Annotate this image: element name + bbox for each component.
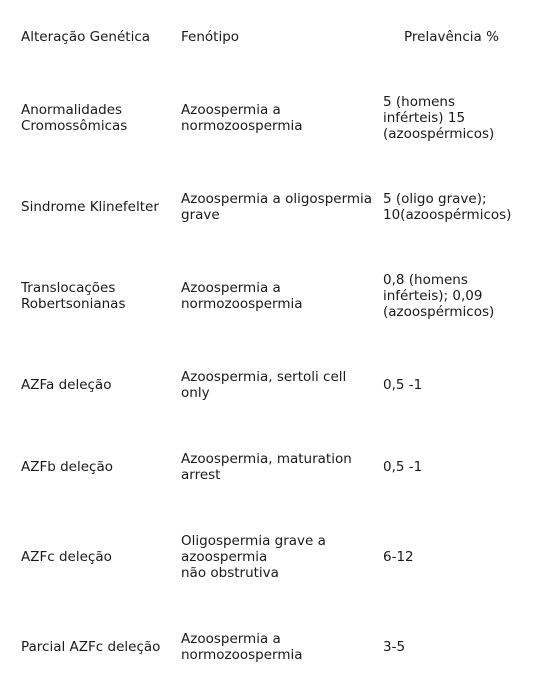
- row-prevalence: 6-12: [383, 549, 414, 565]
- row-alteration: AZFa deleção: [21, 377, 112, 393]
- row-phenotype: Azoospermia a normozoospermia: [181, 280, 303, 312]
- row-phenotype: Oligospermia grave a azoospermia não obstrutiva: [181, 533, 326, 581]
- row-phenotype: Azoospermia a oligospermia grave: [181, 191, 373, 223]
- row-phenotype: Azoospermia a normozoospermia: [181, 631, 303, 663]
- row-prevalence: 0,5 -1: [383, 459, 423, 475]
- row-phenotype: Azoospermia a normozoospermia: [181, 102, 303, 134]
- row-alteration: AZFb deleção: [21, 459, 113, 475]
- row-phenotype: Azoospermia, maturation arrest: [181, 451, 352, 483]
- header-phenotype: Fenótipo: [181, 29, 240, 45]
- row-prevalence: 5 (homens inférteis) 15 (azoospérmicos): [383, 94, 495, 142]
- row-alteration: Anormalidades Cromossômicas: [21, 102, 128, 134]
- row-alteration: AZFc deleção: [21, 549, 112, 565]
- header-prevalence: Prelavência %: [404, 29, 499, 45]
- row-alteration: Parcial AZFc deleção: [21, 639, 161, 655]
- row-alteration: Translocações Robertsonianas: [21, 280, 126, 312]
- row-prevalence: 0,8 (homens inférteis); 0,09 (azoospérmicos): [383, 272, 495, 320]
- row-phenotype: Azoospermia, sertoli cell only: [181, 369, 347, 401]
- row-alteration: Sindrome Klinefelter: [21, 199, 159, 215]
- row-prevalence: 0,5 -1: [383, 377, 423, 393]
- row-prevalence: 5 (oligo grave); 10(azoospérmicos): [383, 191, 512, 223]
- row-prevalence: 3-5: [383, 639, 406, 655]
- header-genetic-alteration: Alteração Genética: [21, 29, 151, 45]
